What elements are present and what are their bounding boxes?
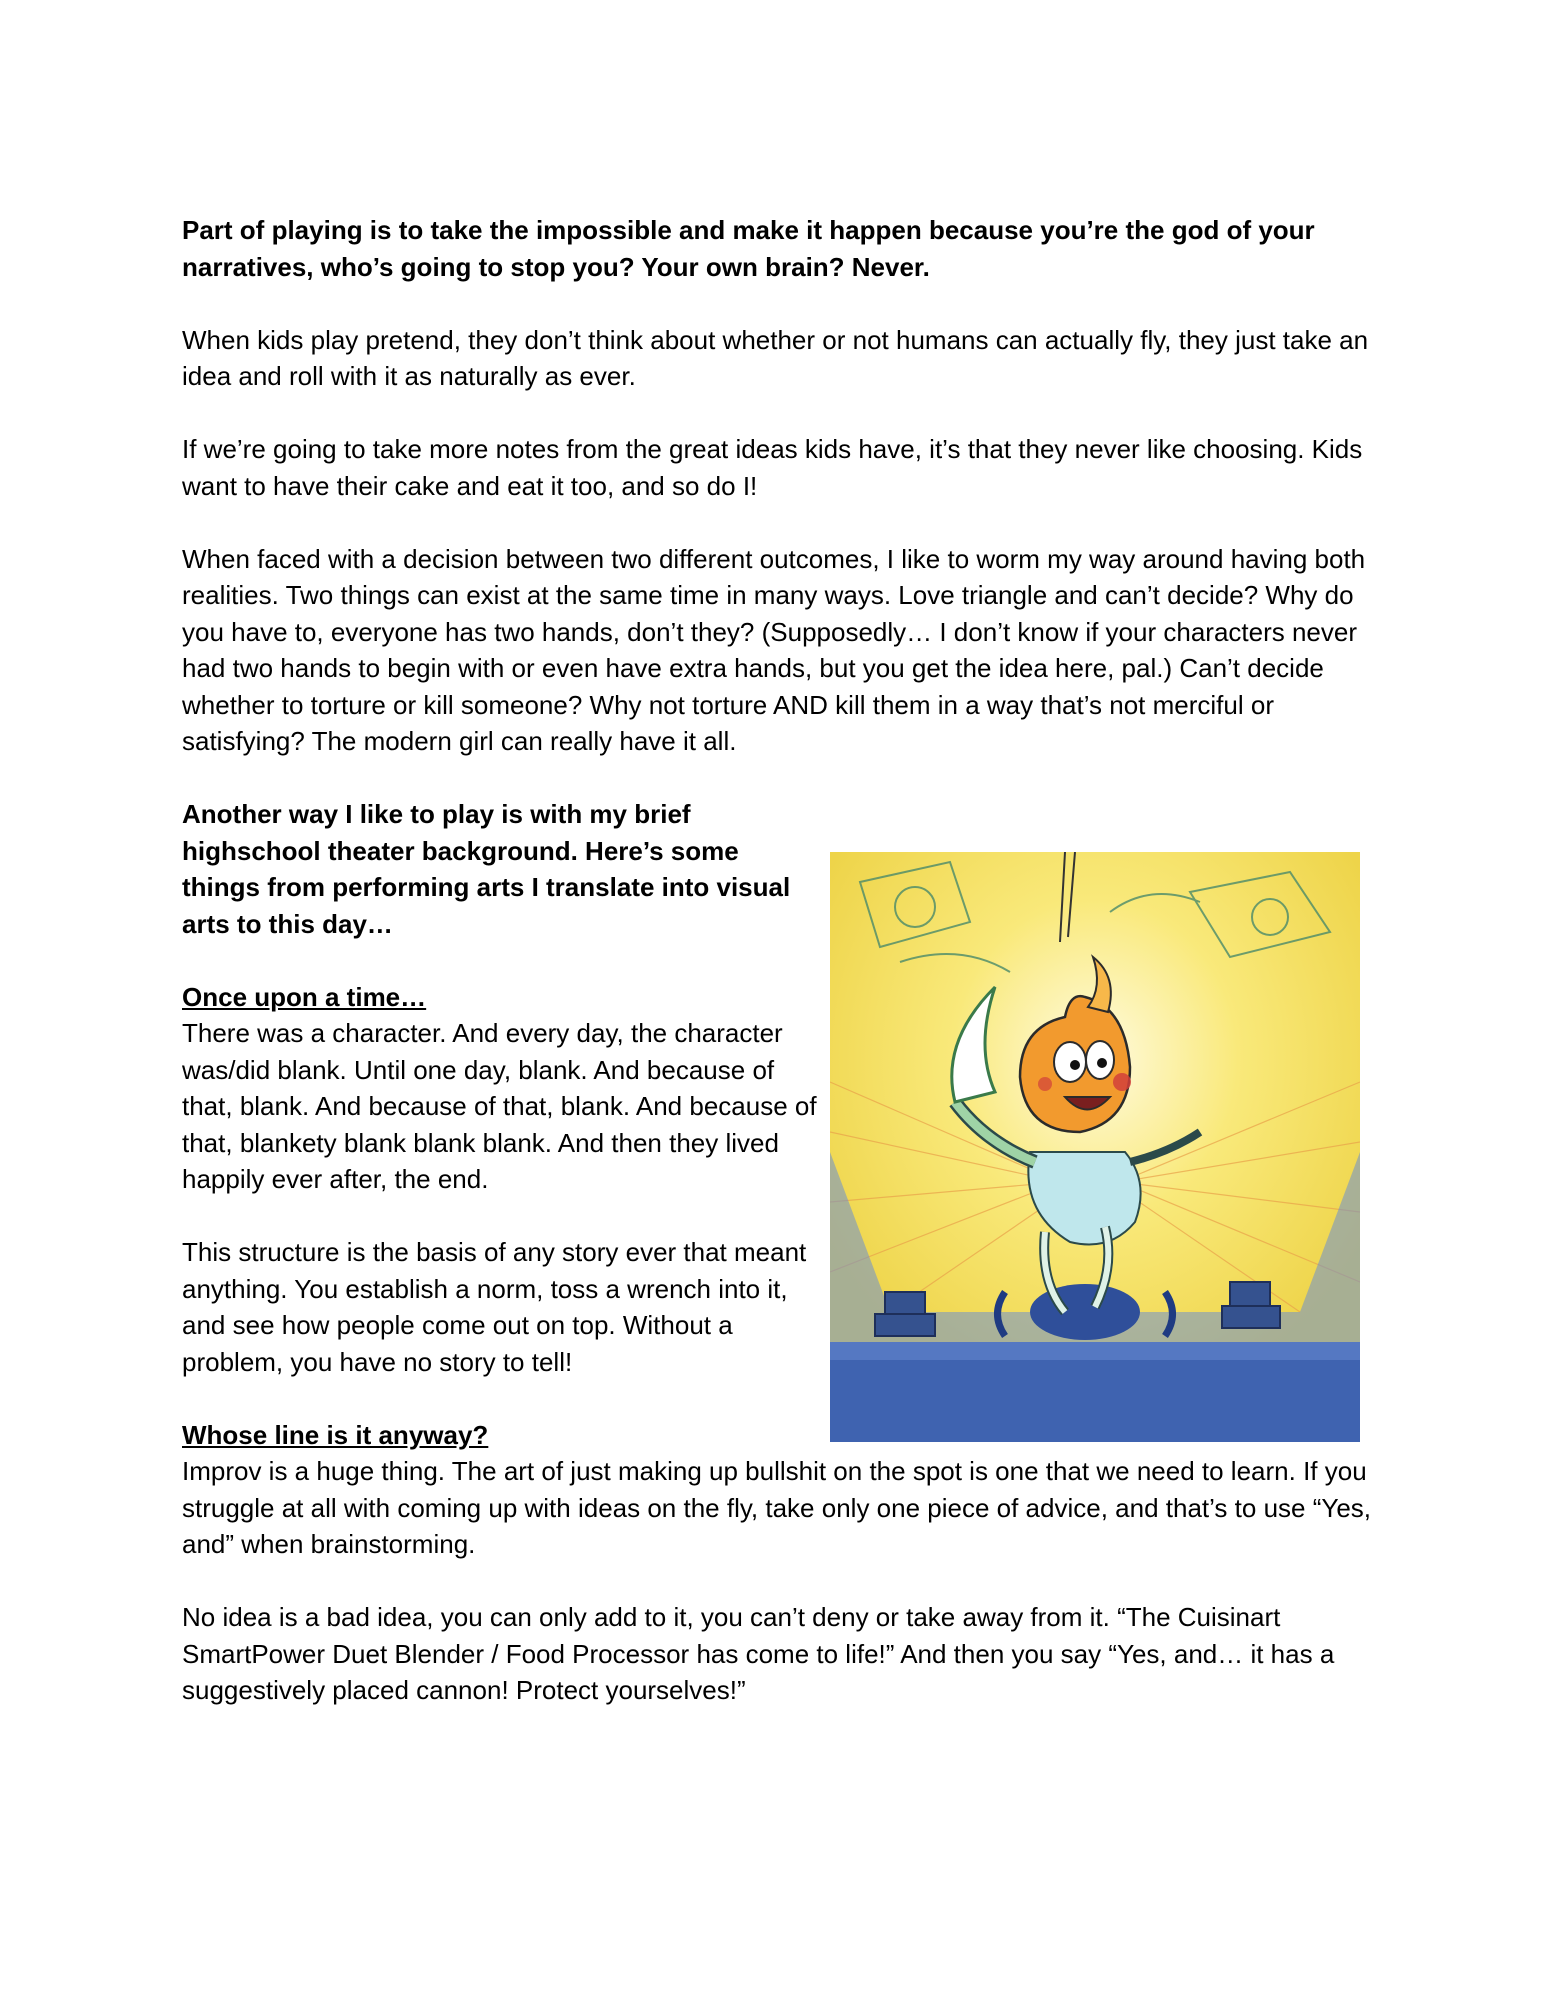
structure-paragraph: This structure is the basis of any story ever that meant anything. You establish a norm, toss a wrench into it, and see how people come out on top. Without a problem, you have no story to tell! — [182, 1237, 807, 1377]
stage-edge — [830, 1342, 1360, 1360]
improv-paragraph: Improv is a huge thing. The art of just making up bullshit on the spot is one that we need to learn. If you struggle at all with coming up with ideas on the fly, take only one piece of advice, and that’s to use “Yes, and” when brainstorming. — [182, 1456, 1372, 1559]
pretend-paragraph: When kids play pretend, they don’t think about whether or not humans can actually fly, they just take an idea and roll with it as naturally as ever. — [182, 324, 1369, 391]
document-page — [182, 212, 1372, 1745]
once-upon-heading: Once upon a time… — [182, 981, 427, 1012]
theater-column — [182, 796, 822, 1453]
intro-paragraph: Part of playing is to take the impossible and make it happen because you’re the god of your narratives, who’s going to stop you? Your own brain? Never. — [182, 215, 1315, 282]
stage-illustration — [830, 852, 1360, 1442]
decision-paragraph: When faced with a decision between two different outcomes, I like to worm my way around having both realities. Two things can exist at the same time in many ways. Love triangle and can’t decide? Why do you have to, everyone has two hands, don’t they? (Supposedly… I don’t know if your characters never had two hands to begin with or even have extra hands, but you get the idea here, pal.) Can’t decide whether to torture or kill someone? Why not torture AND kill them in a way that’s not merciful or satisfying? The modern girl can really have it all. — [182, 543, 1366, 756]
floor-spotlight — [1030, 1284, 1140, 1340]
stage-illustration-svg — [830, 852, 1360, 1442]
choosing-paragraph: If we’re going to take more notes from the great ideas kids have, it’s that they never like choosing. Kids want to have their cake and eat it too, and so do I! — [182, 434, 1363, 501]
theater-paragraph: Another way I like to play is with my brief highschool theater background. Here’s some things from performing arts I translate into visual arts to this day… — [182, 799, 791, 939]
whose-line-heading: Whose line is it anyway? — [182, 1419, 489, 1450]
no-idea-paragraph: No idea is a bad idea, you can only add to it, you can’t deny or take away from it. “The Cuisinart SmartPower Duet Blender / Food Processor has come to life!” And then you say “Yes, and… it has a suggestively placed cannon! Protect yourselves!” — [182, 1602, 1335, 1705]
once-upon-paragraph: There was a character. And every day, the character was/did blank. Until one day, blank. And because of that, blank. And because of that, blank. And because of that, blankety blank blank blank. And then they lived happily ever after, the end. — [182, 1018, 817, 1194]
stage-floor — [830, 1352, 1360, 1442]
